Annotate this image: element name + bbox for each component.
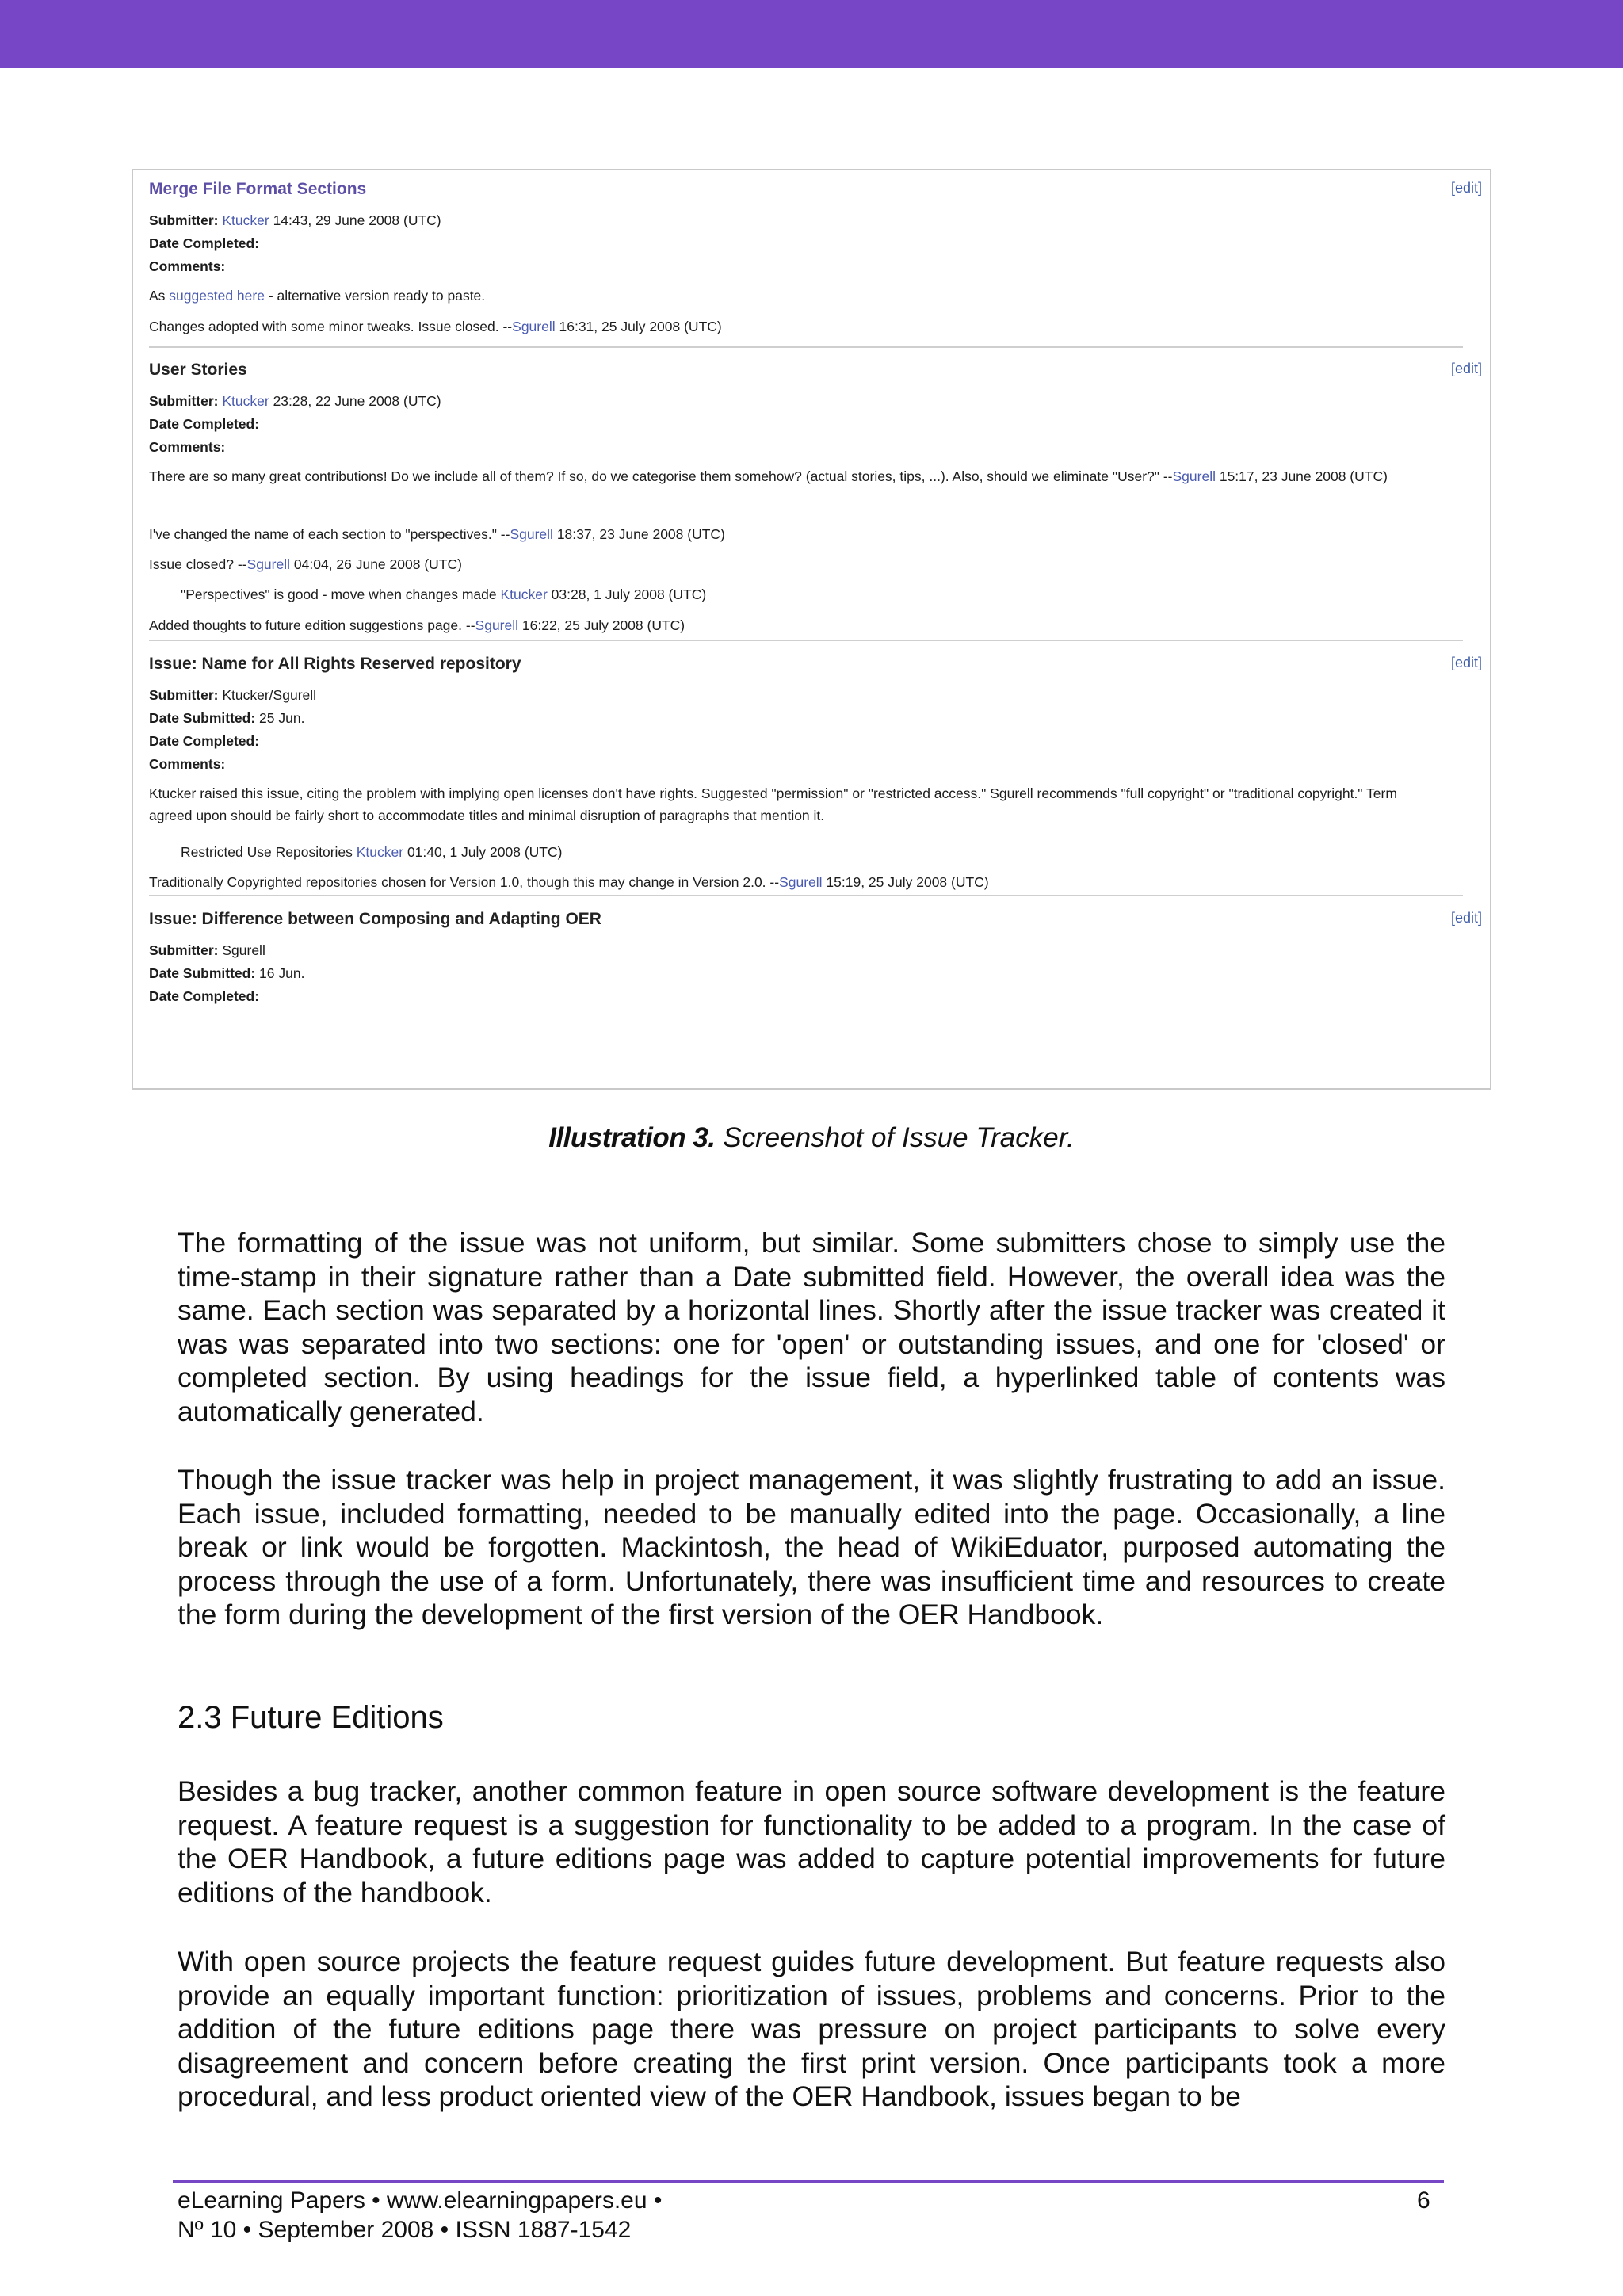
timestamp: 01:40, 1 July 2008 (UTC) — [403, 844, 563, 860]
user-link[interactable]: Ktucker — [500, 586, 548, 602]
comment-indented — [181, 844, 562, 861]
submitter-line — [149, 212, 441, 229]
paragraph-feature-request: Besides a bug tracker, another common feature in open source software development is the feature request. A feature request is a suggestion for functionality to be added to a program. In the case of the OER Handbook, a future editions page was added to capture potential improvements for future editions of the handbook. — [178, 1775, 1445, 1908]
submitter-line — [149, 942, 265, 959]
submitter-label: Submitter: — [149, 393, 219, 409]
header-bar — [0, 0, 1623, 68]
comment: Ktucker raised this issue, citing the problem with implying open licenses don't have rights. Suggested "permission" or "restricted access." Sgurell recommends "full copyright" or "traditional copyright." Term agreed upon should be fairly short to accommodate titles and minimal disruption of paragraphs that mention it. — [149, 785, 1397, 823]
comments-label: Comments: — [149, 756, 226, 772]
submitter-value: Ktucker/Sgurell — [218, 687, 317, 703]
date-completed-label: Date Completed: — [149, 235, 260, 251]
issue-title: User Stories — [149, 361, 247, 379]
comment-text: I've changed the name of each section to "perspectives." -- — [149, 526, 510, 542]
date-submitted-label: Date Submitted: — [149, 710, 256, 726]
submitter-line — [149, 687, 316, 704]
date-submitted-line — [149, 710, 304, 727]
edit-link[interactable]: [edit] — [1450, 910, 1482, 926]
comment-indented — [181, 586, 706, 603]
section-divider — [149, 346, 1463, 348]
timestamp: 04:04, 26 June 2008 (UTC) — [290, 556, 462, 572]
timestamp: 18:37, 23 June 2008 (UTC) — [552, 526, 725, 542]
paragraph-issue-formatting: The formatting of the issue was not uniform, but similar. Some submitters chose to simply use the time-stamp in their signature rather than a Date submitted field. However, the overall idea was the same. Each section was separated by a horizontal lines. Shortly after the issue tracker was created it was was separated into two sections: one for 'open' or outstanding issues, and one for 'closed' or completed section. By using headings for the issue field, a hyperlinked table of contents was automatically generated. — [178, 1227, 1445, 1427]
section-divider — [149, 640, 1463, 641]
comment-text: "Perspectives" is good - move when changes made — [181, 586, 501, 602]
issue-title: Issue: Difference between Composing and Adapting OER — [149, 910, 601, 928]
comment — [149, 465, 1433, 487]
user-link[interactable]: Sgurell — [779, 874, 823, 890]
date-completed-label: Date Completed: — [149, 416, 260, 432]
comment-text: Changes adopted with some minor tweaks. Issue closed. -- — [149, 319, 513, 334]
comment — [149, 526, 725, 543]
comment — [149, 556, 462, 573]
comment-text: As — [149, 288, 170, 304]
user-link[interactable]: Sgurell — [246, 556, 291, 572]
date-submitted-value: 25 Jun. — [255, 710, 305, 726]
user-link[interactable]: Ktucker — [222, 212, 269, 228]
comment — [149, 288, 485, 304]
comment-text: Added thoughts to future edition suggestions page. -- — [149, 617, 475, 633]
user-link[interactable]: Sgurell — [510, 526, 553, 542]
edit-link[interactable]: [edit] — [1450, 180, 1482, 196]
timestamp: 15:19, 25 July 2008 (UTC) — [822, 874, 989, 890]
paragraph-issue-tracker-frustration: Though the issue tracker was help in project management, it was slightly frustrating to add an issue. Each issue, included formatting, needed to be manually edited into the page. Occasionally, a line break or link would be forgotten. Mackintosh, the head of WikiEduator, purposed automating the process through the use of a form. Unfortunately, there was insufficient time and resources to create the form during the development of the first version of the OER Handbook. — [178, 1464, 1445, 1631]
comment-text: Issue closed? -- — [149, 556, 247, 572]
submitter-label: Submitter: — [149, 687, 219, 703]
section-heading: 2.3 Future Editions — [178, 1700, 444, 1735]
timestamp: 03:28, 1 July 2008 (UTC) — [547, 586, 707, 602]
issue-title[interactable]: Merge File Format Sections — [149, 180, 367, 198]
paragraph-open-source-projects: With open source projects the feature request guides future development. But feature requests also provide an equally important function: prioritization of issues, problems and concerns. Prior to the addition of the future editions page there was pressure on project participants to solve every disagreement and concern before creating the first print version. Once participants took a more procedural, and less product oriented view of the OER Handbook, issues began to be — [178, 1946, 1445, 2113]
comment-text: Restricted Use Repositories — [181, 844, 357, 860]
comment-text: - alternative version ready to paste. — [264, 288, 486, 304]
comment-text: Traditionally Copyrighted repositories chosen for Version 1.0, though this may change in Version 2.0. -- — [149, 874, 780, 890]
section-divider — [149, 895, 1463, 896]
comment — [149, 617, 685, 634]
date-submitted-line — [149, 965, 304, 982]
submitter-label: Submitter: — [149, 942, 219, 958]
date-completed-label: Date Completed: — [149, 733, 260, 749]
caption-label: Illustration 3. — [548, 1122, 716, 1153]
user-link[interactable]: Ktucker — [356, 844, 404, 860]
date-submitted-label: Date Submitted: — [149, 965, 256, 981]
edit-link[interactable]: [edit] — [1450, 655, 1482, 670]
submitter-label: Submitter: — [149, 212, 219, 228]
issue-title: Issue: Name for All Rights Reserved repository — [149, 655, 521, 673]
user-link[interactable]: Ktucker — [222, 393, 269, 409]
user-link[interactable]: Sgurell — [475, 617, 519, 633]
issue-tracker-screenshot — [132, 169, 1491, 1090]
date-completed-label: Date Completed: — [149, 988, 260, 1004]
timestamp: 14:43, 29 June 2008 (UTC) — [269, 212, 441, 228]
timestamp: 15:17, 23 June 2008 (UTC) — [1215, 468, 1388, 484]
comments-label: Comments: — [149, 439, 226, 455]
comments-label: Comments: — [149, 258, 226, 274]
timestamp: 16:22, 25 July 2008 (UTC) — [518, 617, 685, 633]
submitter-line — [149, 393, 441, 410]
comment — [149, 319, 722, 335]
footer-rule — [173, 2180, 1444, 2183]
page-number: 6 — [1417, 2187, 1430, 2214]
comment — [149, 874, 989, 891]
date-submitted-value: 16 Jun. — [255, 965, 305, 981]
footer-publication: eLearning Papers • www.elearningpapers.eu • — [178, 2187, 663, 2214]
timestamp: 23:28, 22 June 2008 (UTC) — [269, 393, 441, 409]
timestamp: 16:31, 25 July 2008 (UTC) — [555, 319, 722, 334]
edit-link[interactable]: [edit] — [1450, 361, 1482, 376]
figure-caption — [0, 1122, 1623, 1154]
footer-issue-info: Nº 10 • September 2008 • ISSN 1887-1542 — [178, 2217, 632, 2243]
caption-text: Screenshot of Issue Tracker. — [715, 1122, 1075, 1153]
submitter-value: Sgurell — [218, 942, 265, 958]
user-link[interactable]: Sgurell — [1172, 468, 1216, 484]
suggested-here-link[interactable]: suggested here — [169, 288, 265, 304]
user-link[interactable]: Sgurell — [512, 319, 556, 334]
comment-text: There are so many great contributions! Do we include all of them? If so, do we categorise them somehow? (actual stories, tips, ...). Also, should we eliminate "User?" -- — [149, 468, 1173, 484]
